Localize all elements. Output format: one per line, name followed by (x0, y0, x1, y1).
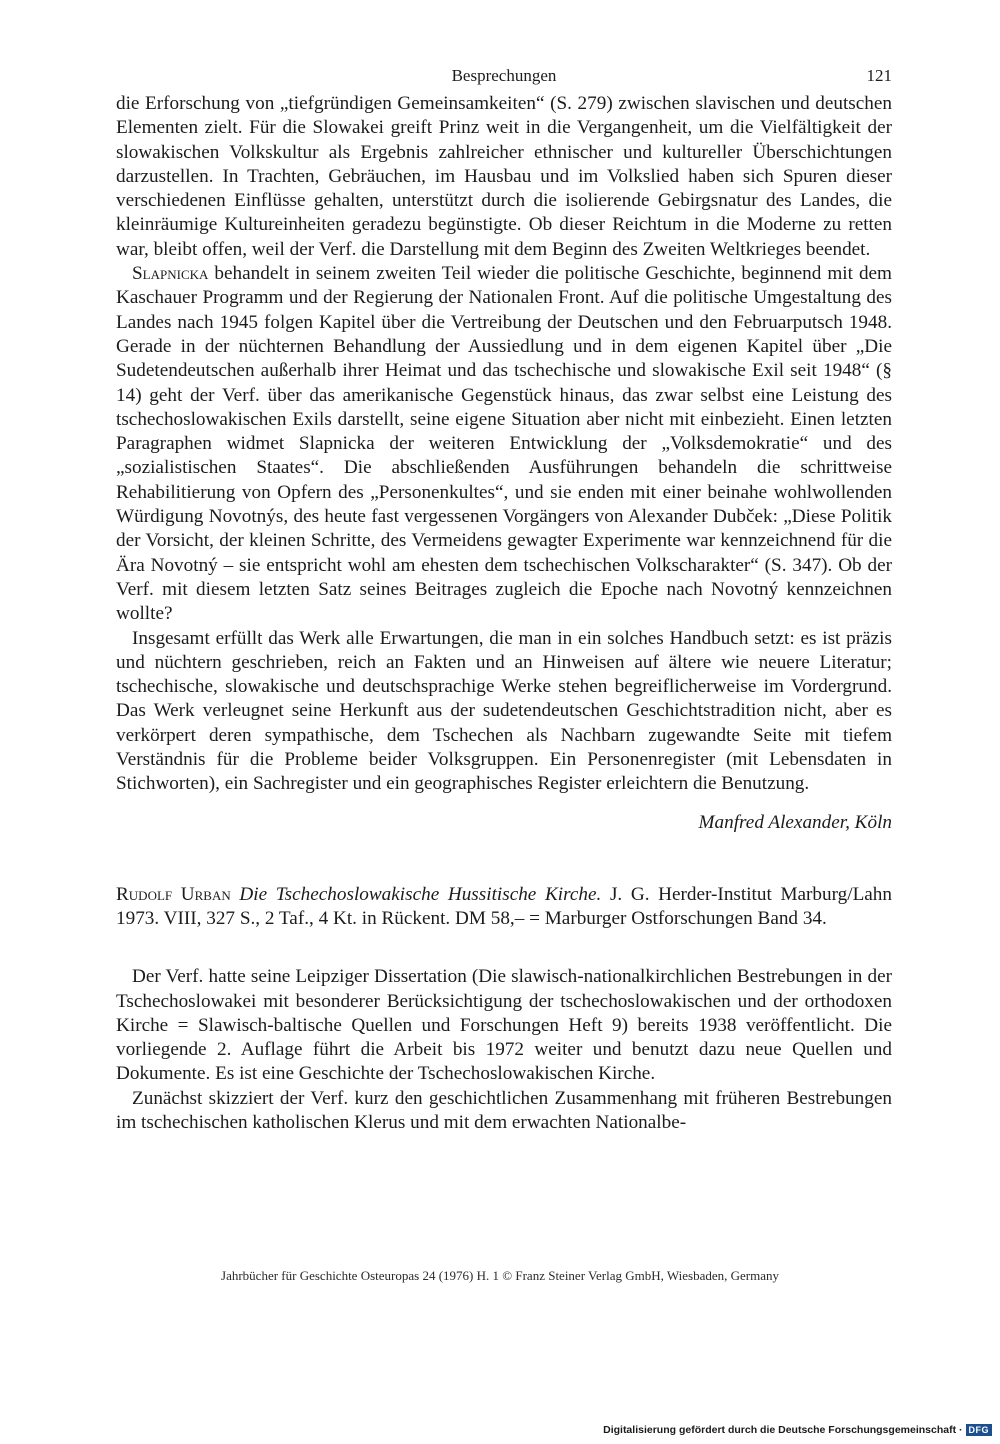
review-2-bibliography: J. G. Herder-Institut Marburg/Lahn 1973. VIII, 327 S., 2 Taf., 4 Kt. in Rückent. DM 58,– = Marburger Ostforschungen Band 34. (116, 883, 892, 929)
review-2-body (116, 965, 892, 1135)
funding-note (603, 1424, 992, 1436)
author-name-slapnicka: Slapnicka (132, 263, 209, 285)
review-1 (116, 92, 892, 835)
journal-footer: Jahrbücher für Geschichte Osteuropas 24 (1976) H. 1 © Franz Steiner Verlag GmbH, Wiesbaden, Germany (221, 1268, 779, 1283)
review-2-bibliographic-header (116, 883, 892, 932)
review-2-paragraph-1: Der Verf. hatte seine Leipziger Dissertation (Die slawisch-nationalkirchlichen Bestrebungen in der Tschechoslowakei mit besonderer Berücksichtigung der tschechoslowakischen und der orthodoxen Kirche = Slawisch-baltische Quellen und Forschungen Heft 9) bereits 1938 veröffentlicht. Die vorliegende 2. Auflage führt die Arbeit bis 1972 weiter und benutzt dazu neue Quellen und Dokumente. Es ist eine Geschichte der Tschechoslowakischen Kirche. (116, 966, 892, 1085)
review-2-paragraph-2: Zunächst skizziert der Verf. kurz den geschichtlichen Zusammenhang mit früheren Bestrebungen im tschechischen katholischen Klerus und mit dem erwachten Nationalbe- (116, 1087, 892, 1133)
review-1-paragraph-3: Insgesamt erfüllt das Werk alle Erwartungen, die man in ein solches Handbuch setzt: es ist präzis und nüchtern geschrieben, reich an Fakten und an Hinweisen auf ältere wie neuere Literatur; tschechische, slowakische und deutschsprachige Werke stehen begreiflicherweise im Vordergrund. Das Werk verleugnet seine Herkunft aus der sudetendeutschen Geschichtstradition nicht, aber es verkörpert deren sympathische, dem Tschechen als Nachbarn zugewandte Seite mit tiefem Verständnis für die Probleme beider Volksgruppen. Ein Personenregister (mit Lebensdaten in Stichworten), ein Sachregister und ein geographisches Register erleichtern die Benutzung. (116, 627, 892, 795)
review-1-paragraph-2-text: behandelt in seinem zweiten Teil wieder die politische Geschichte, beginnend mit dem Kaschauer Programm und der Regierung der Nationalen Front. Auf die politische Umgestaltung des Landes nach 1945 folgen Kapitel über die Vertreibung der Deutschen und den Februarputsch 1948. Gerade in der nüchternen Behandlung der Aussiedlung und in dem eigenen Kapitel über „Die Sudetendeutschen außerhalb ihrer Heimat und das tschechische und slowakische Exil seit 1948“ (§ 14) geht der Verf. über das amerikanische Gegenstück hinaus, das zwar selbst eine Leistung des tschechoslowakischen Exils darstellt, seine eigene Situation aber nicht mit einbezieht. Einen letzten Paragraphen widmet Slapnicka der weiteren Entwicklung der „Volksdemokratie“ und des „sozialistischen Staates“. Die abschließenden Ausführungen behandeln die schrittweise Rehabilitierung von Opfern des „Personenkultes“, und sie enden mit einer beinahe wohlwollenden Würdigung Novotnýs, des heute fast vergessenen Vorgängers von Alexander Dubček: „Diese Politik der Vorsicht, der kleinen Schritte, des Vermeidens gewagter Experimente war kennzeichnend für die Ära Novotný – sie entspricht wohl am ehesten dem tschechischen Volkscharakter“ (S. 347). Ob der Verf. mit diesem letzten Satz seines Beitrages zugleich die Epoche nach Novotný kennzeichnen wollte? (116, 263, 892, 625)
running-title: Besprechungen (451, 66, 557, 85)
review-2-author: Rudolf Urban (116, 883, 231, 905)
dfg-logo-icon: DFG (966, 1424, 993, 1436)
funding-note-text: Digitalisierung gefördert durch die Deutsche Forschungsgemeinschaft · (603, 1424, 963, 1436)
review-2-book-title: Die Tschechoslowakische Hussitische Kirche. (239, 883, 602, 905)
reviewer-signature: Manfred Alexander, Köln (698, 811, 892, 833)
page (116, 62, 892, 1135)
review-1-paragraph-1: die Erforschung von „tiefgründigen Gemeinsamkeiten“ (S. 279) zwischen slavischen und deutschen Elementen zielt. Für die Slowakei greift Prinz weit in die Vergangenheit, um die Vielfältigkeit der slowakischen Volkskultur als Ergebnis zahlreicher ethnischer und kultureller Überschichtungen darzustellen. In Trachten, Gebräuchen, im Hausbau und im Volkslied haben sich Spuren dieser verschiedenen Einflüsse gehalten, unterstützt durch die isolierende Gebirgsnatur des Landes, die kleinräumige Kultureinheiten geradezu begünstigte. Ob dieser Reichtum in die Moderne zu retten war, bleibt offen, weil der Verf. die Darstellung mit dem Beginn des Zweiten Weltkrieges beendet. (116, 93, 892, 260)
review-1-paragraph-2 (116, 262, 892, 626)
page-number: 121 (866, 66, 892, 85)
running-head (116, 62, 892, 92)
